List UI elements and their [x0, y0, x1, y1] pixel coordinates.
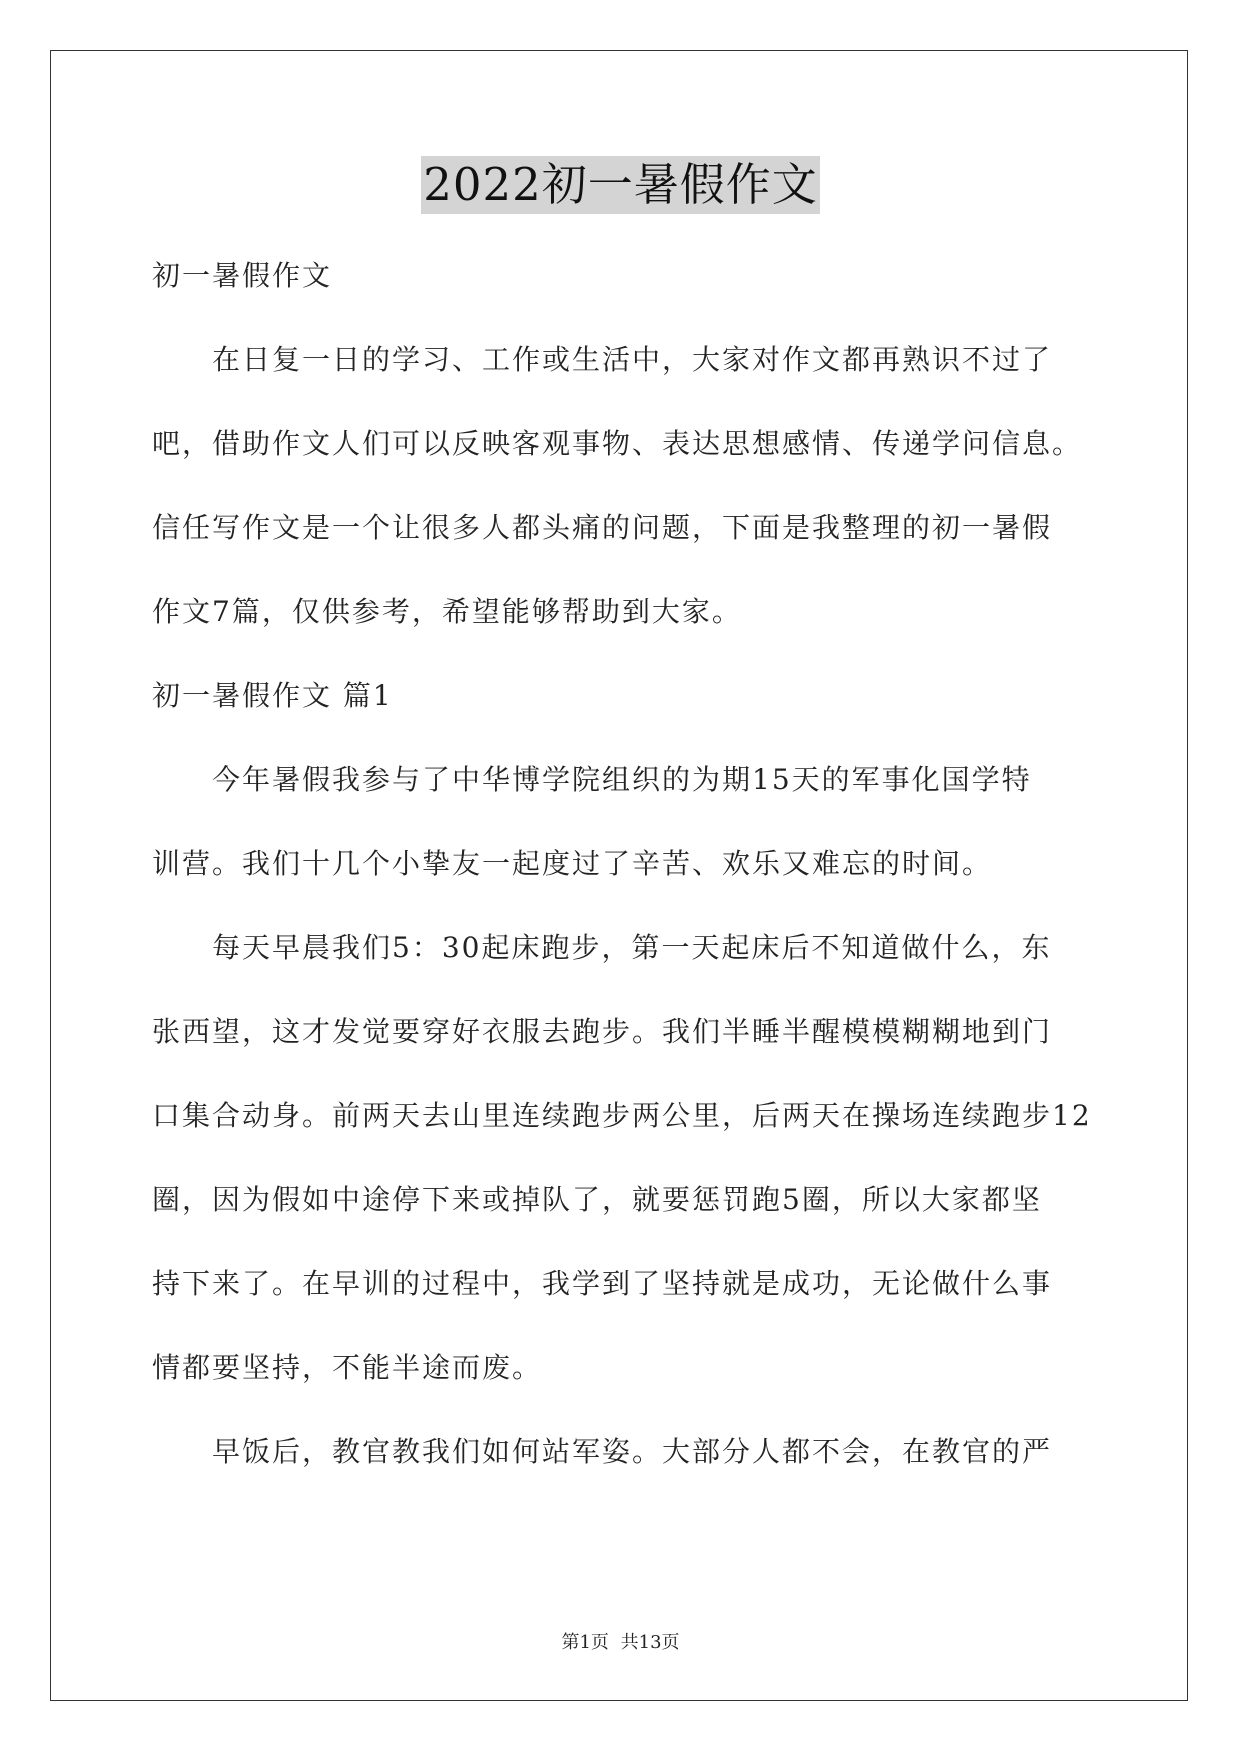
section-heading: 初一暑假作文 篇1 — [152, 679, 393, 712]
intro-line: 在日复一日的学习、工作或生活中，大家对作文都再熟识不过了 — [212, 343, 1053, 376]
page-number: 第1页 共13页 — [561, 1632, 680, 1653]
intro-line: 作文7篇，仅供参考，希望能够帮助到大家。 — [152, 595, 742, 628]
body-line: 口集合动身。前两天去山里连续跑步两公里，后两天在操场连续跑步12 — [152, 1099, 1092, 1132]
body-line: 圈，因为假如中途停下来或掉队了，就要惩罚跑5圈，所以大家都坚 — [152, 1183, 1042, 1216]
subtitle: 初一暑假作文 — [152, 259, 333, 292]
body-line: 早饭后，教官教我们如何站军姿。大部分人都不会，在教官的严 — [212, 1435, 1053, 1468]
body-line: 张西望，这才发觉要穿好衣服去跑步。我们半睡半醒模模糊糊地到门 — [152, 1015, 1053, 1048]
body-line: 情都要坚持，不能半途而废。 — [152, 1351, 543, 1384]
section-block — [152, 654, 1102, 1494]
intro-line: 信任写作文是一个让很多人都头痛的问题，下面是我整理的初一暑假 — [152, 511, 1053, 544]
title-container — [0, 156, 1241, 214]
intro-block — [152, 234, 1102, 654]
body-line: 今年暑假我参与了中华博学院组织的为期15天的军事化国学特 — [212, 763, 1032, 796]
body-line: 每天早晨我们5：30起床跑步，第一天起床后不知道做什么，东 — [212, 931, 1052, 964]
body-line: 训营。我们十几个小挚友一起度过了辛苦、欢乐又难忘的时间。 — [152, 847, 993, 880]
intro-line: 吧，借助作文人们可以反映客观事物、表达思想感情、传递学问信息。 — [152, 427, 1083, 460]
document-title: 2022初一暑假作文 — [421, 156, 820, 214]
body-line: 持下来了。在早训的过程中，我学到了坚持就是成功，无论做什么事 — [152, 1267, 1053, 1300]
